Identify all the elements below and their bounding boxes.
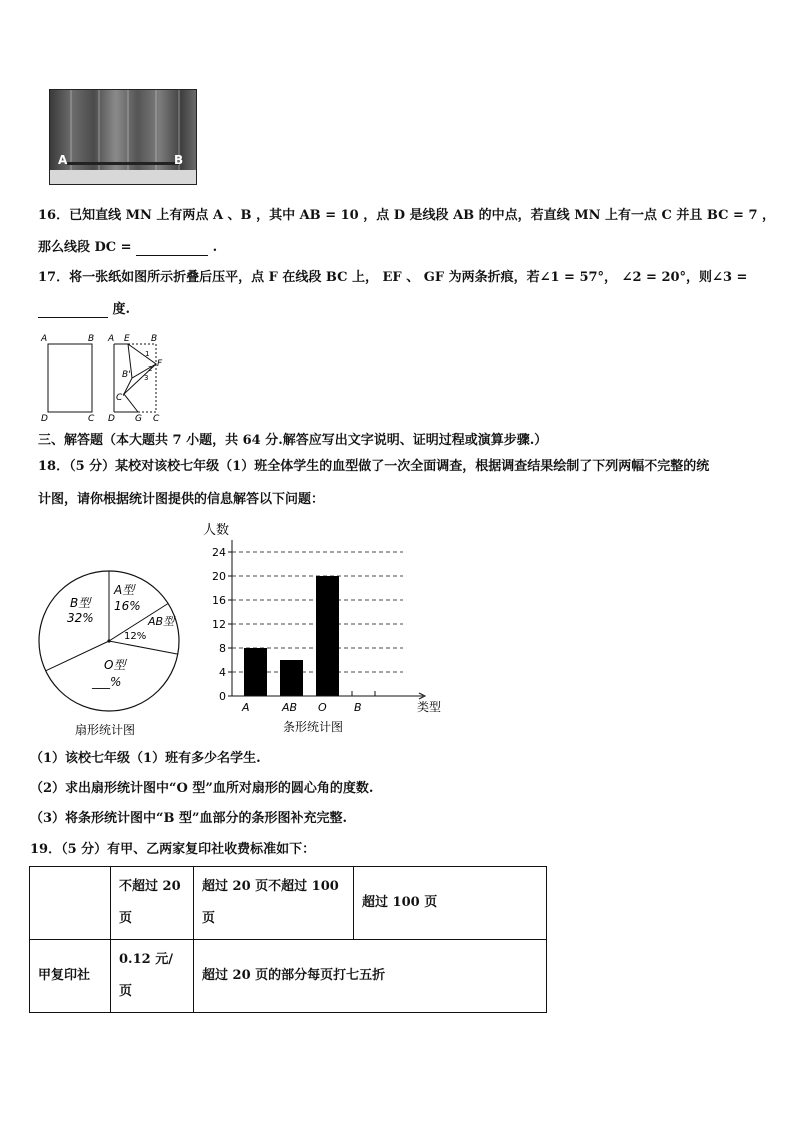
bar-y-tick-label: 0 — [219, 690, 226, 703]
q18-sub3: （3）将条形统计图中“B 型”血部分的条形图补充完整. — [30, 811, 348, 826]
q18-line1: 18．（5 分）某校对该校七年级（1）班全体学生的血型做了一次全面调查，根据调查结果绘制了下列两幅不完整的统 — [38, 459, 710, 474]
fee-header-col3: 超过 100 页 — [354, 867, 547, 940]
bar-category-label: AB — [282, 701, 298, 714]
bar-chart-title: 条形统计图 — [283, 720, 344, 734]
bar-y-tick-label: 16 — [212, 594, 226, 607]
bar-y-tick-label: 12 — [212, 618, 226, 631]
bar-a — [244, 648, 267, 696]
q17-line1: 17．将一张纸如图所示折叠后压平，点 F 在线段 BC 上， EF 、 GF 为两条折痕，若∠1 = 57°， ∠2 = 20°，则∠3 = — [38, 270, 748, 285]
photo-base — [50, 170, 196, 184]
fold-left-rect — [40, 334, 95, 424]
fold-right-e: E — [124, 334, 130, 344]
pie-label-b-name: B型 — [70, 596, 91, 610]
q19-line1: 19．（5 分）有甲、乙两家复印社收费标准如下： — [30, 842, 316, 857]
pie-chart — [30, 563, 190, 743]
fee-table — [29, 866, 547, 1013]
q16-line2-post: . — [212, 240, 218, 255]
q16-line2 — [38, 240, 217, 256]
folding-figure — [38, 330, 178, 425]
fold-angle-3: 3 — [144, 374, 149, 382]
bar-o — [316, 576, 339, 696]
photo-label-b: B — [174, 153, 184, 167]
q17-line2-post: 度. — [112, 302, 131, 317]
fold-right-c: C — [153, 414, 160, 424]
pie-slice-boundary — [109, 641, 178, 654]
fold-right-c-prime: C' — [116, 393, 125, 403]
fold-left-b: B — [88, 334, 95, 344]
bar-x-axis-label: 类型 — [417, 700, 442, 714]
bar-y-tick-label: 8 — [219, 642, 226, 655]
fold-right-b-prime: B' — [122, 370, 131, 380]
q18-line2: 计图，请你根据统计图提供的信息解答以下问题： — [38, 492, 325, 507]
fee-row-col1: 0.12 元/页 — [111, 940, 194, 1013]
bar-y-tick-label: 24 — [212, 546, 226, 559]
q16-line2-pre: 那么线段 DC = — [38, 240, 132, 255]
q16-answer-blank — [136, 241, 208, 256]
bar-ab — [280, 660, 303, 696]
pie-chart-title: 扇形统计图 — [75, 723, 136, 737]
bar-category-label: A — [242, 701, 250, 714]
bar-y-axis-label: 人数 — [203, 523, 230, 538]
pie-slice-boundary — [46, 641, 109, 671]
pie-label-a-name: A型 — [114, 583, 135, 597]
bar-category-label: O — [318, 701, 327, 714]
pie-label-b-pct: 32% — [67, 611, 94, 625]
fee-header-col2: 超过 20 页不超过 100 页 — [194, 867, 354, 940]
q17-line2 — [38, 302, 130, 318]
fold-right-d: D — [108, 414, 115, 424]
fee-header-col1: 不超过 20 页 — [111, 867, 194, 940]
fold-left-c: C — [88, 414, 95, 424]
bar-x-categories — [241, 701, 362, 714]
q16-line1: 16．已知直线 MN 上有两点 A 、B ，其中 AB = 10 ，点 D 是线段 AB 的中点，若直线 MN 上有一点 C 并且 BC = 7 ， — [38, 208, 776, 223]
bar-y-tick-label: 4 — [219, 666, 226, 679]
q17-answer-blank — [38, 303, 108, 318]
fee-row-name: 甲复印社 — [30, 940, 111, 1013]
pie-center-dot — [107, 639, 110, 642]
pie-label-ab-pct: 12% — [124, 631, 147, 642]
fold-angle-2: 2 — [148, 365, 153, 373]
fee-row-col2: 超过 20 页的部分每页打七五折 — [194, 940, 547, 1013]
fold-right-f: F — [157, 359, 163, 369]
photo-pole — [67, 162, 179, 165]
fee-table-header-row — [30, 867, 547, 940]
pie-label-ab-name: AB型 — [148, 615, 175, 628]
bar-y-ticks — [212, 546, 232, 703]
pie-label-o-pct: ___% — [92, 675, 122, 689]
q18-sub1: （1）该校七年级（1）班有多少名学生. — [30, 751, 261, 766]
fee-header-empty — [30, 867, 111, 940]
bar-category-label: B — [354, 701, 362, 714]
section3-heading: 三、解答题（本大题共 7 小题，共 64 分.解答应写出文字说明、证明过程或演算步骤.） — [38, 433, 548, 448]
fold-left-a: A — [41, 334, 48, 344]
ruler-photo — [49, 89, 197, 185]
fee-table-row — [30, 940, 547, 1013]
bar-bars — [244, 576, 375, 696]
pie-label-o-name: O型 — [104, 658, 126, 672]
fold-right-diagram — [107, 334, 163, 424]
fold-right-g: G — [135, 414, 142, 424]
fold-angle-1: 1 — [145, 350, 150, 358]
bar-y-tick-label: 20 — [212, 570, 226, 583]
bar-chart — [195, 518, 455, 738]
photo-label-a: A — [58, 153, 68, 167]
fold-left-d: D — [41, 414, 48, 424]
pie-label-a-pct: 16% — [114, 599, 141, 613]
fold-right-b: B — [151, 334, 158, 344]
q18-sub2: （2）求出扇形统计图中“O 型”血所对扇形的圆心角的度数. — [30, 781, 374, 796]
fold-right-a: A — [108, 334, 115, 344]
